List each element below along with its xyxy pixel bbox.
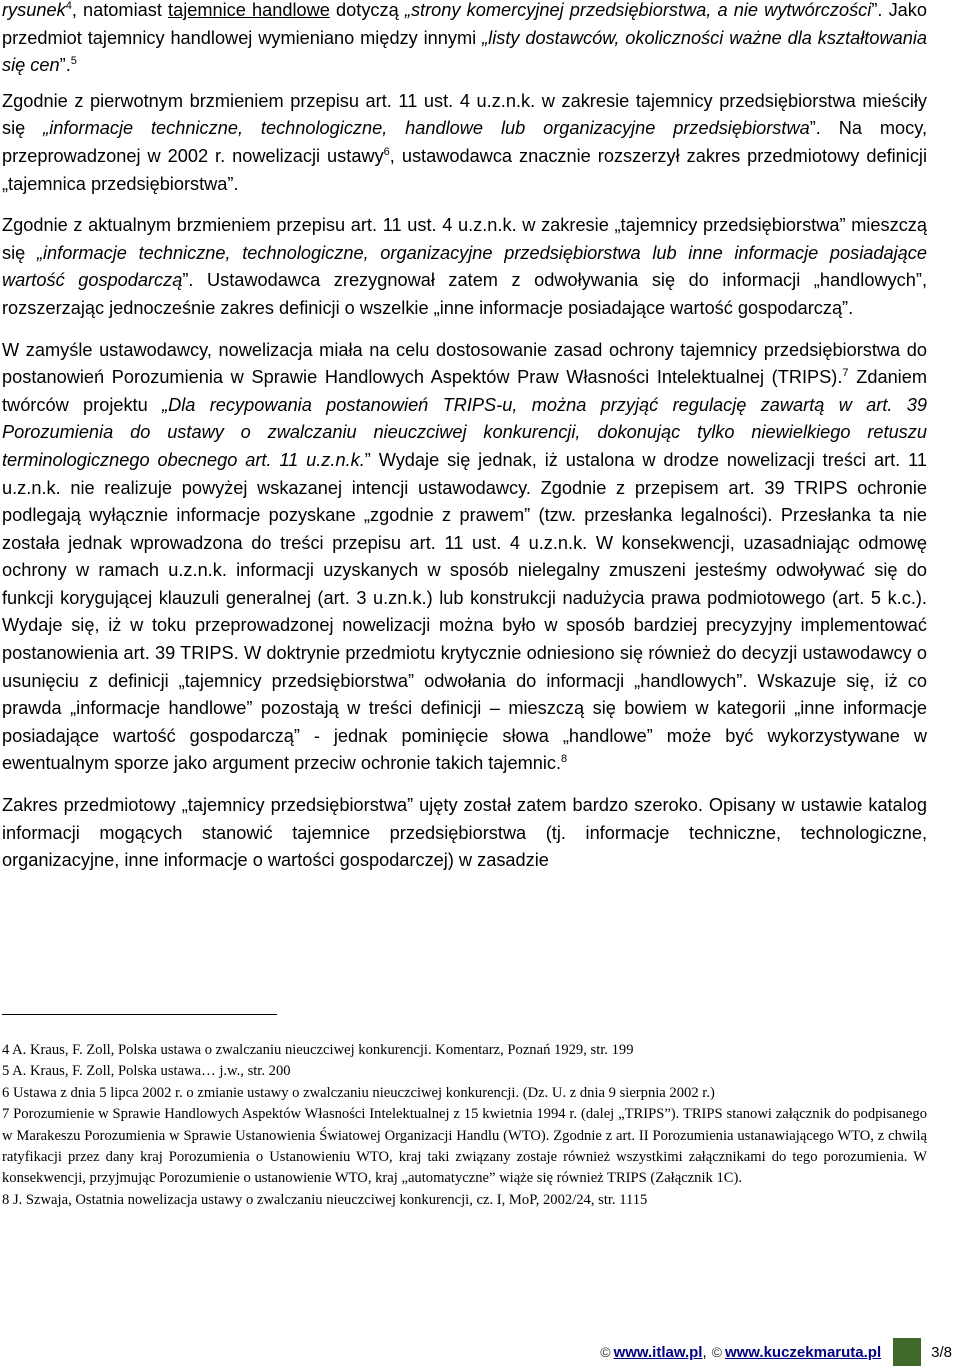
footnote-separator bbox=[2, 1014, 277, 1015]
text-span: ” Wydaje się jednak, iż ustalona w drodze nowelizacji treści art. 11 u.z.n.k. nie realizuje powyżej wskazanej intencji ustawodawcy. Zgodnie z przepisem art. 39 TRIPS ochronie podlegają wyłącznie informacje pozyskane „zgodnie z prawem” (tzw. przesłanka legalności). Przesłanka ta nie została jednak wprowadzona do treści przepisu art. 11 ust. 4 u.z.n.k. W konsekwencji, uzasadniając odmowę ochrony w ramach u.z.n.k. informacji uzyskanych w sposób nielegalny zmuszeni jesteśmy odwoływać się do funkcji korygującej klauzuli generalnej (art. 3 u.zn.k.) lub konstrukcji nadużycia prawa podmiotowego (art. 5 k.c.). Wydaje się, iż w toku przeprowadzonej nowelizacji można było w sposób bardziej precyzyjny implementować postanowienia art. 39 TRIPS. W doktrynie przedmiotu krytycznie odniesiono się również do decyzji ustawodawcy o usunięciu z definicji „tajemnicy przedsiębiorstwa” odwołania do informacji „handlowych”. Wskazuje się, iż co prawda „informacje handlowe” pozostają w treści definicji – mieszczą się bowiem w kategorii „inne informacje posiadające wartość gospodarczą” - jednak pominięcie słowa „handlowe” może być wykorzystywane w ewentualnym sporze jako argument przeciw ochronie takich tajemnic. bbox=[2, 449, 927, 774]
footnote-7: 7 Porozumienie w Sprawie Handlowych Aspektów Własności Intelektualnej z 15 kwietnia 1994 r. (dalej „TRIPS”). TRIPS stanowi załącznik do podpisanego w Marakeszu Porozumienia w Sprawie Ustanowienia Światowej Organizacji Handlu (WTO). Zgodnie z art. II Porozumienia ustanawiającego WTO, z chwilą ratyfikacji przez dany kraj Porozumienia o Ustanowieniu WTO, kraj taki związany zostaje również wszystkimi załącznikami do tego porozumienia. W konsekwencji, przyjmując Porozumienie o ustanowienie WTO, kraj „automatyczne” wiąże się również TRIPS (Załącznik 1C). bbox=[2, 1106, 927, 1187]
footnote-6: 6 Ustawa z dnia 5 lipca 2002 r. o zmianie ustawy o zwalczaniu nieuczciwej konkurencji. (Dz. U. z dnia 9 sierpnia 2002 r.) bbox=[2, 1084, 715, 1101]
page-footer bbox=[600, 1337, 952, 1367]
underlined-term: tajemnice handlowe bbox=[168, 0, 330, 20]
italic-quote: „informacje techniczne, technologiczne, organizacyjne przedsiębiorstwa lub inne informacje posiadające wartość gospodarczą bbox=[2, 242, 927, 291]
footnote-ref: 7 bbox=[842, 367, 849, 380]
paragraph-5: Zakres przedmiotowy „tajemnicy przedsiębiorstwa” ujęty został zatem bardzo szeroko. Opisany w ustawie katalog informacji mogących stanowić tajemnice przedsiębiorstwa (tj. informacje techniczne, technologiczne, organizacyjne, inne informacje o wartości gospodarczej) w zasadzie bbox=[2, 795, 927, 871]
italic-quote: „listy dostawców, okoliczności ważne dla kształtowania się cen bbox=[2, 27, 927, 76]
copyright-icon: © bbox=[600, 1344, 611, 1360]
text-span: , ustawodawca znacznie rozszerzył zakres przedmiotowy definicji „tajemnica przedsiębiorstwa”. bbox=[2, 145, 927, 194]
italic-quote: „informacje techniczne, technologiczne, handlowe lub organizacyjne przedsiębiorstwa bbox=[43, 118, 810, 139]
text-span: ”. Jako przedmiot tajemnicy handlowej wymieniano między innymi bbox=[2, 0, 927, 48]
text-span: W zamyśle ustawodawcy, nowelizacja miała na celu dostosowanie zasad ochrony tajemnicy przedsiębiorstwa do postanowień Porozumienia w Sprawie Handlowych Aspektów Praw Własności Intelektualnej (TRIPS). bbox=[2, 339, 927, 388]
text-span: Zgodnie z pierwotnym brzmieniem przepisu art. 11 ust. 4 u.z.n.k. w zakresie tajemnicy przedsiębiorstwa mieściły się bbox=[2, 90, 927, 139]
brand-square-icon bbox=[893, 1338, 921, 1366]
text-span: ”. Na mocy, przeprowadzonej w 2002 r. nowelizacji ustawy bbox=[2, 118, 928, 166]
text-span: rysunek bbox=[2, 0, 66, 20]
footnote-ref: 8 bbox=[561, 753, 568, 766]
link-itlaw[interactable]: www.itlaw.pl bbox=[613, 1343, 703, 1361]
text-span: Zdaniem twórców projektu bbox=[2, 367, 927, 415]
italic-quote: „Dla recypowania postanowień TRIPS-u, można przyjąć regulację zawartą w art. 39 Porozumienia do ustawy o zwalczaniu nieuczciwej konkurencji, dokonując tylko niewielkiego retuszu terminologicznego obecnego art. 11 u.z.n.k. bbox=[2, 394, 927, 470]
footnote-8: 8 J. Szwaja, Ostatnia nowelizacja ustawy o zwalczaniu nieuczciwej konkurencji, cz. I, MoP, 2002/24, str. 1115 bbox=[2, 1191, 648, 1208]
italic-quote: „strony komercyjnej przedsiębiorstwa, a nie wytwórczości bbox=[404, 0, 872, 20]
footer-separator: , bbox=[702, 1343, 707, 1361]
page-number: 3/8 bbox=[931, 1343, 952, 1361]
text-span: dotyczą bbox=[329, 0, 405, 20]
paragraph-2 bbox=[2, 88, 927, 198]
paragraph-1 bbox=[2, 0, 927, 80]
footnote-5: 5 A. Kraus, F. Zoll, Polska ustawa… j.w., str. 200 bbox=[2, 1063, 291, 1080]
text-span: , natomiast bbox=[71, 0, 169, 20]
paragraph-3 bbox=[2, 212, 927, 322]
footnote-ref: 4 bbox=[65, 0, 72, 12]
footnotes bbox=[2, 1040, 927, 1211]
text-span: ”. bbox=[59, 55, 71, 76]
body-text bbox=[2, 0, 927, 889]
footnote-4: 4 A. Kraus, F. Zoll, Polska ustawa o zwalczaniu nieuczciwej konkurencji. Komentarz, Poznań 1929, str. 199 bbox=[2, 1042, 634, 1058]
footnote-ref: 6 bbox=[383, 145, 390, 158]
paragraph-4 bbox=[2, 337, 927, 779]
text-span: ”. Ustawodawca zrezygnował zatem z odwoływania się do informacji „handlowych”, rozszerzając jednocześnie zakres definicji o wszelkie „inne informacje posiadające wartość gospodarczą”. bbox=[2, 270, 927, 318]
link-kuczekmaruta[interactable]: www.kuczekmaruta.pl bbox=[724, 1343, 882, 1361]
copyright-icon: © bbox=[711, 1344, 722, 1360]
text-span: Zgodnie z aktualnym brzmieniem przepisu art. 11 ust. 4 u.z.n.k. w zakresie „tajemnicy przedsiębiorstwa” mieszczą się bbox=[2, 215, 927, 263]
footnote-ref: 5 bbox=[70, 55, 77, 68]
